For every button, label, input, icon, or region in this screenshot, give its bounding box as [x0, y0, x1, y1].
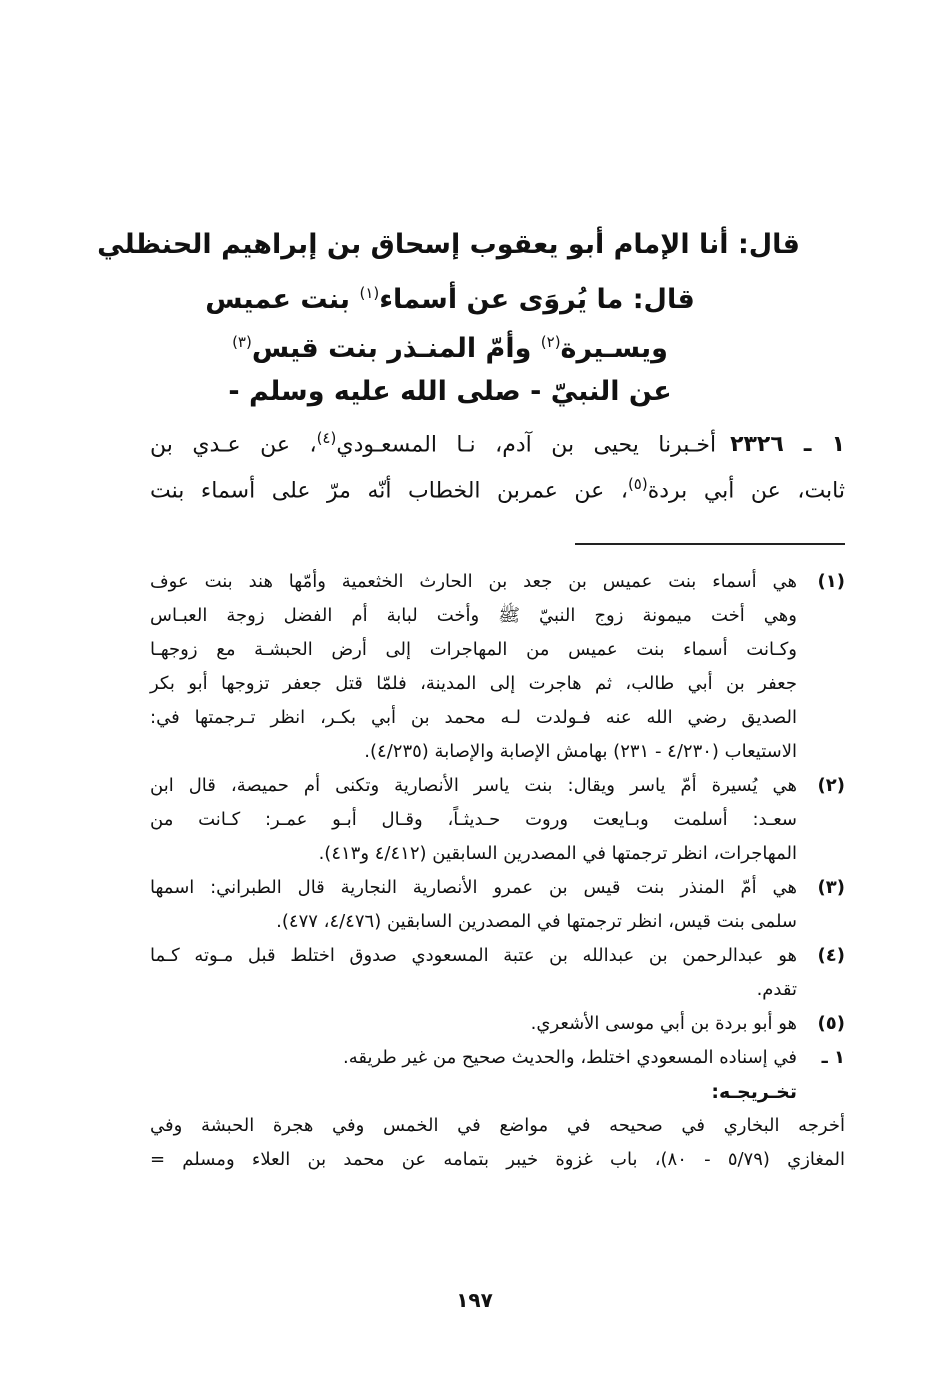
footnote-item	[150, 939, 845, 1007]
footnote-line: الصديق رضي الله عنه فـولدت لـه محمد بن أبي بكـر، انظر تـرجمتها في:	[150, 707, 797, 728]
footnote-body	[150, 565, 797, 769]
hadith-segment: ، عن عمربن الخطاب أنّه مرّ على أسماء بنت	[150, 478, 628, 504]
heading-text: ويسـيرة	[560, 333, 668, 364]
heading-line-3	[100, 318, 800, 367]
takhrij-line: المغازي (٥/٧٩ - ٨٠)، باب غزوة خيبر بتمامه عن محمد بن العلاء ومسلم =	[150, 1149, 845, 1170]
footnote-line: في إسناده المسعودي اختلط، والحديث صحيح من غير طريقه.	[342, 1047, 797, 1068]
page-number: ١٩٧	[456, 1288, 493, 1312]
footnote-line: هو عبدالرحمن بن عبدالله بن عتبة المسعودي صدوق اختلط قبل مـوته كـما	[150, 945, 797, 966]
heading-line-1	[97, 220, 800, 269]
heading-text: قال: ما يُروَى عن أسماء	[379, 284, 695, 315]
footnote-marker: (٢)	[817, 775, 845, 796]
footnote-item	[150, 565, 845, 769]
footnote-item	[150, 769, 845, 871]
heading-text: عن النبيّ - صلى الله عليه وسلم -	[228, 376, 672, 407]
footnote-line: وهي أخت ميمونة زوج النبيّ ﷺ وأخت لبابة أم الفضل زوجة العبـاس	[150, 605, 797, 626]
footnote-line: جعفر بن أبي طالب، ثم هاجرت إلى المدينة، فلمّا قتل جعفر تزوجها أبو بكر	[150, 673, 797, 694]
heading-text: وأمّ المنـذر بنت قيس	[251, 333, 541, 364]
hadith-line-2	[150, 461, 845, 507]
takhrij-body	[150, 1109, 845, 1177]
footnote-ref-4: (٤)	[316, 429, 337, 447]
footnote-body	[150, 1041, 797, 1075]
footnote-ref-3: (٣)	[232, 333, 252, 351]
footnote-ref-2: (٢)	[540, 333, 561, 351]
footnote-marker: ١ ـ	[821, 1047, 845, 1068]
footnote-line: وكـانت أسماء بنت عميس من المهاجرات إلى أرض الحبشـة مع زوجهـا	[150, 639, 797, 660]
footnote-ref-5: (٥)	[627, 475, 648, 493]
footnote-marker: (٤)	[817, 945, 845, 966]
footnote-body	[150, 769, 797, 871]
takhrij-line: أخرجه البخاري في صحيحه في مواضع في الخمس وفي هجرة الحبشة وفي	[150, 1115, 845, 1136]
hadith-number: ١ ـ ٢٣٢٦	[730, 432, 846, 458]
footnote-line: هو أبو بردة بن أبي موسى الأشعري.	[530, 1013, 797, 1034]
footnote-separator	[575, 543, 845, 545]
footnote-list	[150, 565, 845, 1075]
footnote-line: المهاجرات، انظر ترجمتها في المصدرين السابقين (٤/٤١٢ و٤١٣).	[318, 843, 797, 864]
hadith-text	[150, 415, 845, 507]
heading-text: بنت عميس	[205, 284, 360, 315]
footnote-marker: (٣)	[817, 877, 845, 898]
footnote-item	[150, 1041, 845, 1075]
heading-line-2	[100, 269, 800, 318]
hadith-segment: أخـبرنا يحيى بن آدم، نـا المسعـودي	[336, 432, 717, 458]
footnote-line: سعـد: أسلمت وبـايعت وروت حـديثـاً، وقـال أبـو عمـر: كـانت من	[150, 809, 797, 830]
footnote-line: هي أمّ المنذر بنت قيس بن عمرو الأنصارية النجارية قال الطبراني: اسمها	[150, 877, 797, 898]
heading-line-4	[100, 367, 800, 416]
hadith-line-1	[150, 415, 845, 461]
chapter-heading	[97, 220, 800, 416]
footnotes-section	[150, 565, 845, 1177]
footnote-body	[150, 939, 797, 1007]
hadith-segment: ثابت، عن أبي بردة	[647, 478, 845, 504]
footnote-marker: (٥)	[817, 1013, 845, 1034]
footnote-item	[150, 1007, 845, 1041]
footnote-body	[150, 871, 797, 939]
footnote-line: تقدم.	[756, 979, 797, 1000]
footnote-marker: (١)	[817, 571, 845, 592]
takhrij-heading: تخـريجـه:	[711, 1081, 797, 1103]
footnote-line: الاستيعاب (٤/٢٣٠ - ٢٣١) بهامش الإصابة والإصابة (٤/٢٣٥).	[364, 741, 797, 762]
footnote-line: هي أسماء بنت عميس بن جعد بن الحارث الخثعمية وأمّها هند بنت عوف	[150, 571, 797, 592]
footnote-body	[150, 1007, 797, 1041]
footnote-line: هي يُسيرة أمّ ياسر ويقال: بنت ياسر الأنصارية وتكنى أم حميصة، قال ابن	[150, 775, 797, 796]
hadith-segment: ، عن عـدي بن	[150, 432, 317, 458]
footnote-ref-1: (١)	[359, 284, 380, 302]
footnote-item	[150, 871, 845, 939]
footnote-line: سلمى بنت قيس، انظر ترجمتها في المصدرين السابقين (٤/٤٧٦، ٤٧٧).	[276, 911, 797, 932]
heading-text: قال: أنا الإمام أبو يعقوب إسحاق بن إبراهيم الحنظلي	[97, 229, 800, 260]
